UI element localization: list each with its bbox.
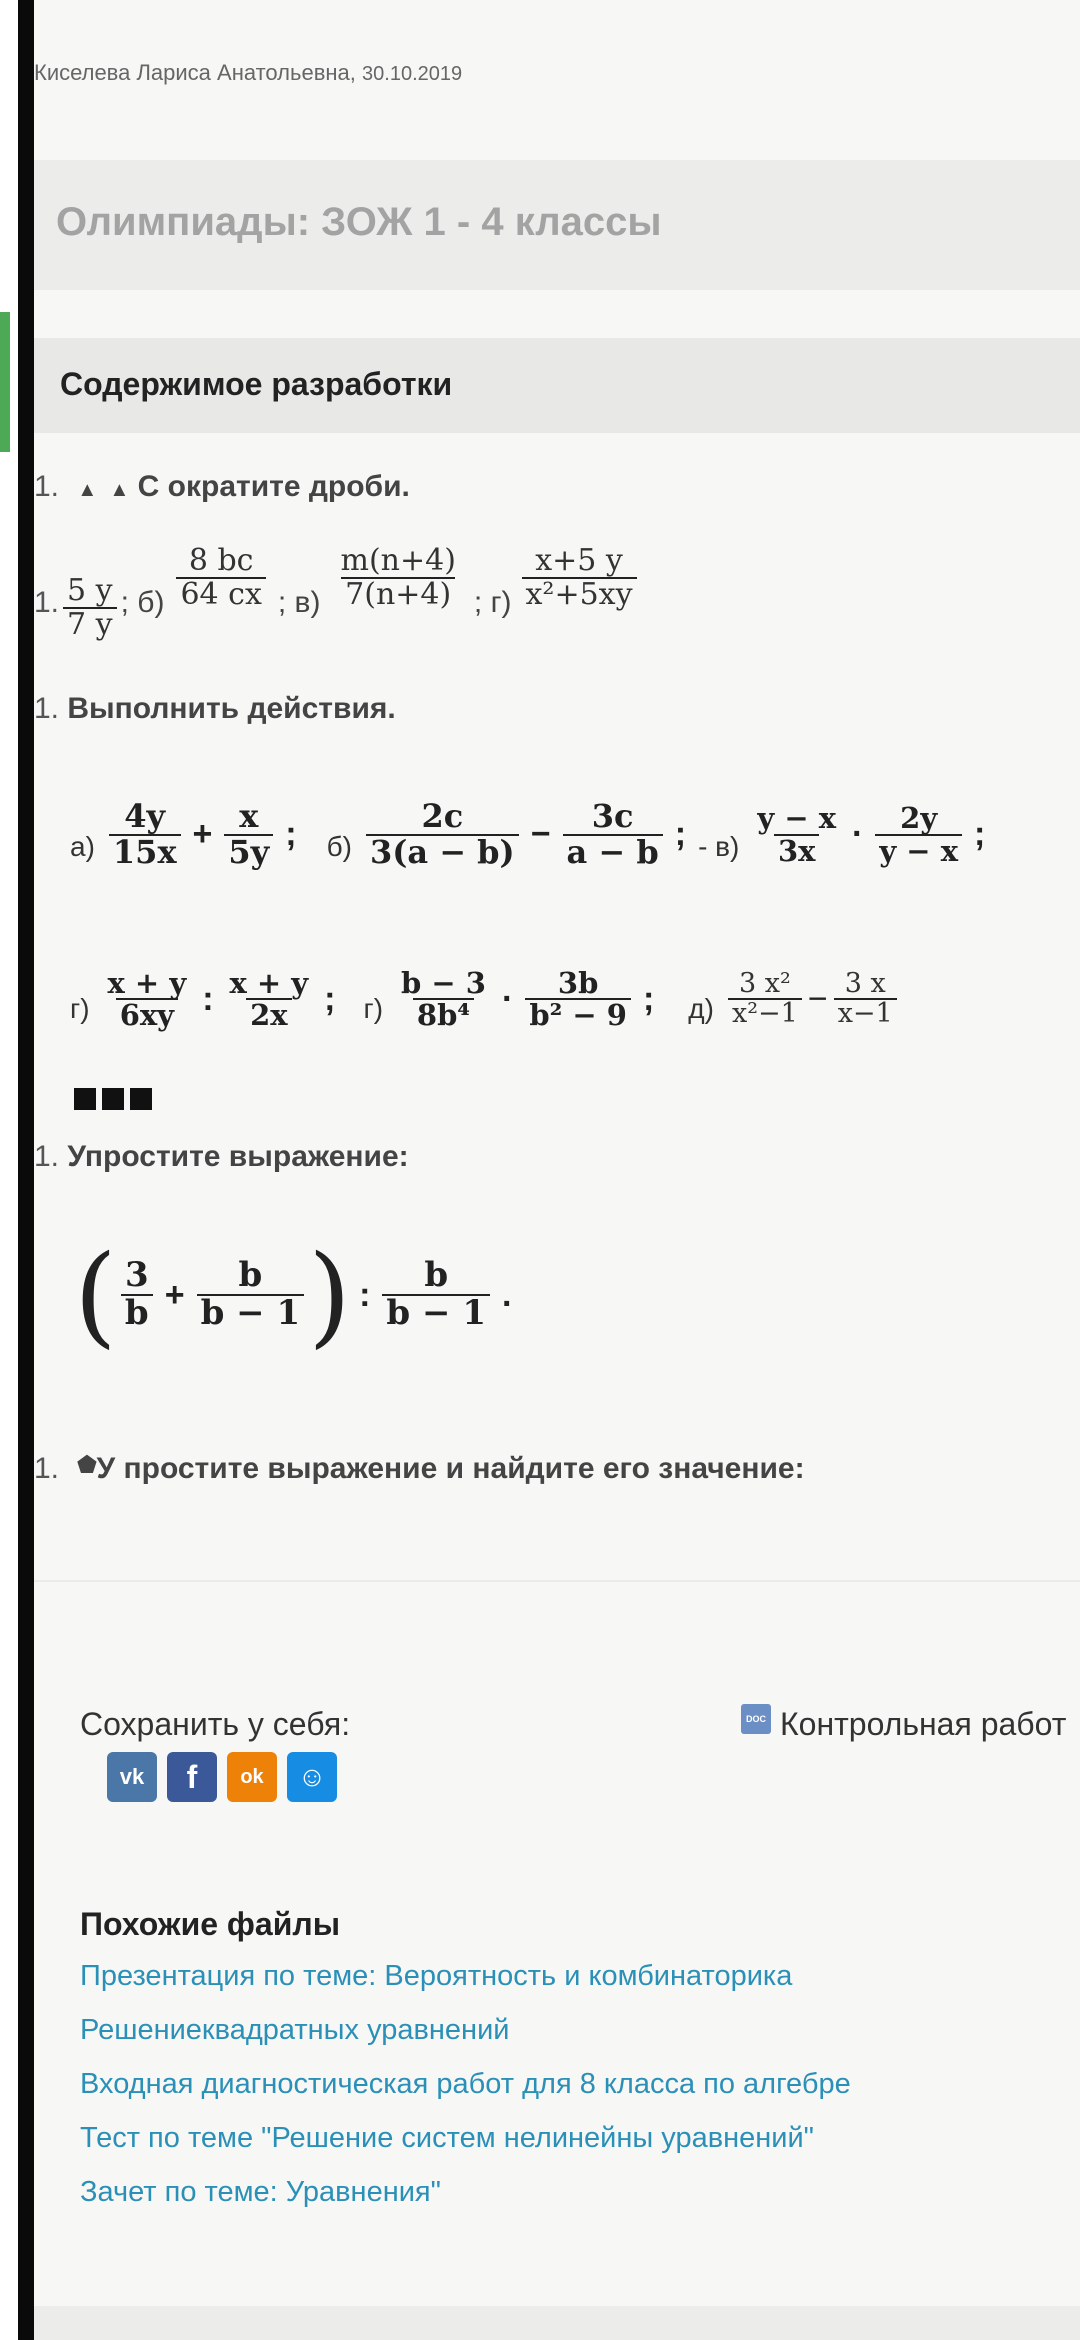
numerator: 2c bbox=[421, 797, 464, 835]
terminator: ; bbox=[974, 815, 986, 854]
odnoklassniki-icon: ok bbox=[240, 1765, 264, 1788]
task-number: 1. bbox=[34, 1452, 60, 1485]
vk-share-button[interactable] bbox=[107, 1752, 157, 1802]
operator: + bbox=[192, 815, 213, 854]
numerator: b bbox=[238, 1255, 263, 1296]
numerator: b − 3 bbox=[401, 966, 486, 1000]
denominator: 8b⁴ bbox=[413, 998, 474, 1030]
denominator: 6xy bbox=[116, 998, 178, 1030]
fraction bbox=[197, 1255, 305, 1333]
author-line bbox=[34, 60, 462, 86]
pentagon-icon: ⬟ bbox=[77, 1452, 97, 1477]
fraction bbox=[176, 545, 265, 610]
denominator: 15x bbox=[109, 834, 181, 870]
operator: : bbox=[202, 979, 214, 1018]
task-actions bbox=[34, 692, 396, 726]
denominator: b² − 9 bbox=[525, 998, 631, 1030]
fraction bbox=[522, 545, 637, 610]
numerator: y − x bbox=[757, 801, 837, 836]
task-reduce bbox=[34, 470, 410, 504]
denominator: x−1 bbox=[834, 998, 897, 1028]
task-number: 1. bbox=[34, 585, 60, 619]
fraction bbox=[382, 1255, 490, 1333]
doc-icon-label: DOC bbox=[746, 1714, 766, 1724]
doc-download-link[interactable]: Контрольная работ bbox=[780, 1706, 1067, 1742]
denominator: 3(a − b) bbox=[366, 834, 519, 870]
fraction bbox=[337, 545, 460, 610]
terminator: ; bbox=[324, 979, 336, 1018]
task-text: С ократите дроби. bbox=[137, 470, 410, 503]
similar-files-title: Похожие файлы bbox=[80, 1906, 341, 1942]
square-marks bbox=[74, 1088, 158, 1115]
label-b: ; б) bbox=[120, 585, 165, 619]
fraction bbox=[875, 803, 962, 866]
task-number: 1. bbox=[34, 692, 60, 725]
square-icon bbox=[102, 1088, 124, 1110]
fraction bbox=[563, 797, 663, 871]
numerator: x+5 y bbox=[535, 543, 623, 578]
left-paren: ( bbox=[74, 1231, 117, 1359]
triangle-icon: ▲ bbox=[77, 479, 98, 501]
fraction bbox=[109, 797, 181, 871]
task-simplify bbox=[34, 1140, 409, 1174]
numerator: x + y bbox=[107, 966, 187, 1000]
denominator: b − 1 bbox=[197, 1294, 305, 1332]
label-b: б) bbox=[326, 831, 352, 863]
numerator: 3 x bbox=[844, 968, 886, 1000]
denominator: x²−1 bbox=[728, 998, 802, 1028]
operator: · bbox=[501, 979, 514, 1018]
denominator: b − 1 bbox=[382, 1294, 490, 1332]
numerator: x bbox=[239, 797, 259, 835]
share-label: Сохранить у себя: bbox=[80, 1706, 351, 1742]
square-icon bbox=[74, 1088, 96, 1110]
content-divider bbox=[34, 1580, 1080, 1582]
task-text: Выполнить действия. bbox=[67, 692, 396, 725]
label-d: ; г) bbox=[473, 585, 512, 619]
label-d: д) bbox=[688, 992, 714, 1024]
fraction bbox=[63, 575, 117, 640]
denominator: 64 cx bbox=[176, 577, 265, 611]
fraction bbox=[753, 803, 840, 866]
denominator: 3x bbox=[774, 834, 819, 866]
label-c: ; в) bbox=[277, 585, 321, 619]
fraction bbox=[224, 797, 273, 871]
fraction bbox=[397, 968, 490, 1031]
author-name: Киселева Лариса Анатольевна, bbox=[34, 60, 356, 85]
numerator: 3c bbox=[591, 797, 634, 835]
denominator: 7 y bbox=[63, 607, 117, 641]
odnoklassniki-share-button[interactable] bbox=[227, 1752, 277, 1802]
task-text: Упростите выражение: bbox=[67, 1140, 409, 1173]
label-c: - в) bbox=[698, 831, 740, 863]
operator: : bbox=[359, 1275, 371, 1314]
moimir-share-button[interactable] bbox=[287, 1752, 337, 1802]
denominator: 7(n+4) bbox=[341, 577, 455, 611]
denominator: b bbox=[121, 1294, 153, 1332]
fraction bbox=[366, 797, 519, 871]
fraction bbox=[121, 1255, 153, 1333]
terminator: ; bbox=[642, 979, 655, 1018]
fraction bbox=[525, 968, 631, 1031]
triangle-icon: ▲ bbox=[109, 479, 130, 501]
denominator: a − b bbox=[563, 834, 663, 870]
operator: − bbox=[530, 815, 551, 854]
denominator: 5y bbox=[224, 834, 273, 870]
task-simplify-evaluate bbox=[34, 1452, 805, 1486]
operator: · bbox=[852, 815, 864, 854]
actions-row-1 bbox=[70, 797, 993, 871]
left-edge-accent bbox=[0, 312, 10, 452]
numerator: x + y bbox=[229, 966, 309, 1000]
similar-file-link[interactable]: Входная диагностическая работ для 8 класса по алгебре bbox=[80, 2068, 851, 2100]
similar-file-link[interactable]: Тест по теме "Решение систем нелинейны уравнений" bbox=[80, 2122, 814, 2154]
reduce-fractions-row bbox=[34, 515, 641, 640]
similar-file-link[interactable]: Презентация по теме: Вероятность и комбинаторика bbox=[80, 1960, 793, 1992]
vk-icon: vk bbox=[119, 1764, 145, 1789]
label-g: г) bbox=[363, 992, 384, 1024]
facebook-icon: f bbox=[186, 1758, 198, 1795]
denominator: y − x bbox=[875, 834, 962, 866]
task-number: 1. bbox=[34, 1140, 60, 1173]
content-title: Содержимое разработки bbox=[60, 366, 453, 402]
fraction bbox=[834, 970, 897, 1029]
square-icon bbox=[130, 1088, 152, 1110]
page-content bbox=[34, 0, 1080, 2340]
simplify-expression bbox=[74, 1231, 519, 1359]
moimir-icon: ☺ bbox=[297, 1761, 327, 1792]
denominator: x²+5xy bbox=[522, 577, 637, 611]
footer-band bbox=[34, 2306, 1080, 2340]
fraction bbox=[226, 968, 313, 1031]
similar-file-link[interactable]: Решениеквадратных уравнений bbox=[80, 2014, 510, 2046]
label-g: г) bbox=[70, 992, 90, 1024]
doc-file-icon bbox=[741, 1704, 771, 1734]
actions-row-2 bbox=[70, 968, 901, 1031]
numerator: m(n+4) bbox=[340, 543, 456, 578]
operator: + bbox=[164, 1275, 185, 1314]
label-a: а) bbox=[70, 831, 95, 863]
numerator: 2y bbox=[900, 801, 938, 836]
facebook-share-button[interactable] bbox=[167, 1752, 217, 1802]
denominator: 2x bbox=[246, 998, 291, 1030]
page-title: Олимпиады: ЗОЖ 1 - 4 классы bbox=[56, 200, 662, 244]
terminator: . bbox=[502, 1275, 512, 1314]
publish-date: 30.10.2019 bbox=[362, 63, 463, 85]
right-paren: ) bbox=[308, 1231, 352, 1359]
numerator: 3b bbox=[557, 966, 599, 1000]
terminator: ; bbox=[674, 815, 687, 854]
fraction bbox=[728, 970, 802, 1029]
fraction bbox=[104, 968, 191, 1031]
numerator: 5 y bbox=[67, 573, 113, 608]
numerator: 3 x² bbox=[738, 968, 791, 1000]
numerator: 8 bc bbox=[188, 543, 254, 578]
numerator: 3 bbox=[124, 1255, 149, 1296]
similar-file-link[interactable]: Зачет по теме: Уравнения" bbox=[80, 2176, 441, 2208]
left-black-bar bbox=[18, 0, 34, 2340]
terminator: ; bbox=[285, 815, 297, 854]
numerator: b bbox=[424, 1255, 449, 1296]
numerator: 4y bbox=[124, 797, 166, 835]
task-number: 1. bbox=[34, 470, 60, 503]
task-text: У простите выражение и найдите его значение: bbox=[96, 1452, 805, 1485]
operator: − bbox=[807, 979, 828, 1018]
